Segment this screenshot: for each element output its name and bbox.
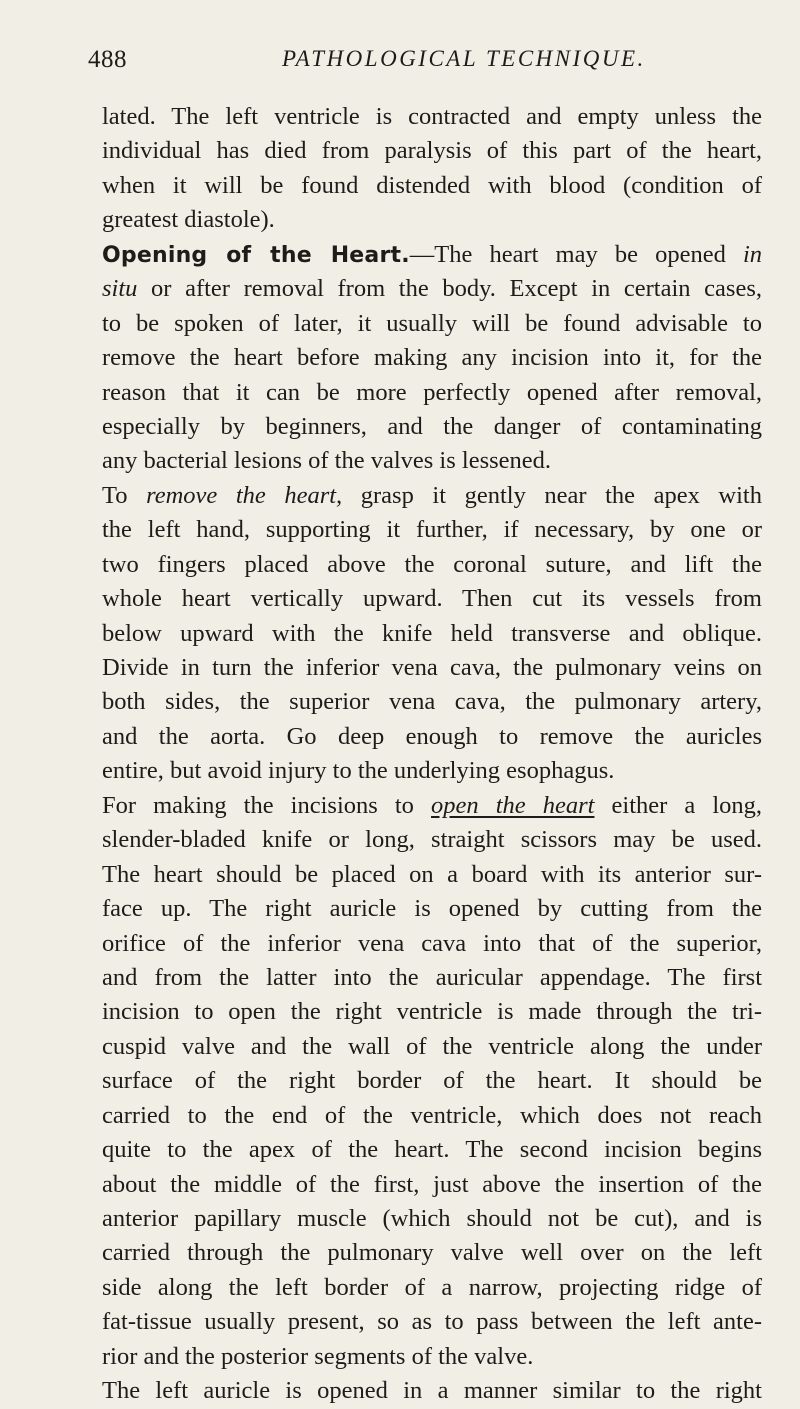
text-line: anterior papillary muscle (which should not be cut), and is [102,1205,762,1232]
text-line: reason that it can be more perfectly opened after removal, [102,378,762,406]
text-line: remove the heart before making any incision into it, for the [102,344,762,372]
text-run: or after removal from the body. Except in certain cases, [137,275,762,303]
italic-run: situ [102,275,138,303]
running-title: PATHOLOGICAL TECHNIQUE. [282,46,646,71]
italic-run: in [742,240,762,268]
text-run: To [102,481,147,509]
text-line [102,479,762,513]
text-line: incision to open the right ventricle is made through the tri- [102,998,762,1026]
text-line [102,238,762,272]
text-line: two fingers placed above the coronal suture, and lift the [102,550,762,578]
text-line: about the middle of the first, just above the insertion of the [102,1170,762,1198]
text-run: either a long, [594,791,763,819]
text-line: lated. The left ventricle is contracted and empty unless the [102,103,762,130]
text-line: both sides, the superior vena cava, the pulmonary artery, [102,688,762,716]
text-line: whole heart vertically upward. Then cut its vessels from [102,585,762,613]
text-line: and from the latter into the auricular appendage. The first [102,963,762,991]
text-line: face up. The right auricle is opened by cutting from the [102,895,762,923]
text-line: slender-bladed knife or long, straight scissors may be used. [102,826,762,854]
text-line: the left hand, supporting it further, if necessary, by one or [102,516,762,544]
text-line: surface of the right border of the heart. It should be [102,1067,762,1095]
text-line: The left auricle is opened in a manner similar to the right [102,1377,762,1405]
text-run: For making the incisions to [102,791,432,819]
text-line: individual has died from paralysis of this part of the heart, [102,137,762,165]
text-line: entire, but avoid injury to the underlying esophagus. [102,757,615,785]
text-line: fat-tissue usually present, so as to pass between the left ante- [102,1308,762,1336]
text-line: greatest diastole). [102,206,275,234]
text-line: any bacterial lesions of the valves is lessened. [102,447,552,475]
text-run: —The heart may be opened [409,240,743,268]
text-line: The heart should be placed on a board with its anterior sur- [102,860,762,888]
text-line: to be spoken of later, it usually will be found advisable to [102,309,762,337]
text-line [102,789,762,823]
body-text [102,100,762,1409]
text-line: carried to the end of the ventricle, which does not reach [102,1101,762,1129]
text-line: Divide in turn the inferior vena cava, the pulmonary veins on [102,654,762,681]
section-heading: Opening of the Heart. [102,242,410,268]
text-line: below upward with the knife held transverse and oblique. [102,619,762,647]
text-line: rior and the posterior segments of the valve. [102,1342,534,1370]
text-line: especially by beginners, and the danger of contaminating [102,412,762,440]
text-line [102,272,762,306]
text-line: quite to the apex of the heart. The second incision begins [102,1136,762,1164]
italic-run: open the heart [431,791,595,819]
text-line: carried through the pulmonary valve well over on the left [102,1239,762,1267]
text-line: cuspid valve and the wall of the ventricle along the under [102,1032,762,1060]
text-line: and the aorta. Go deep enough to remove the auricles [102,722,762,750]
text-run: grasp it gently near the apex with [342,481,762,509]
text-line: orifice of the inferior vena cava into that of the superior, [102,929,762,957]
text-line: when it will be found distended with blood (condition of [102,171,762,199]
text-line: side along the left border of a narrow, projecting ridge of [102,1273,762,1301]
page-number: 488 [88,46,127,73]
italic-run: remove the heart, [146,481,343,509]
running-head [88,42,760,82]
